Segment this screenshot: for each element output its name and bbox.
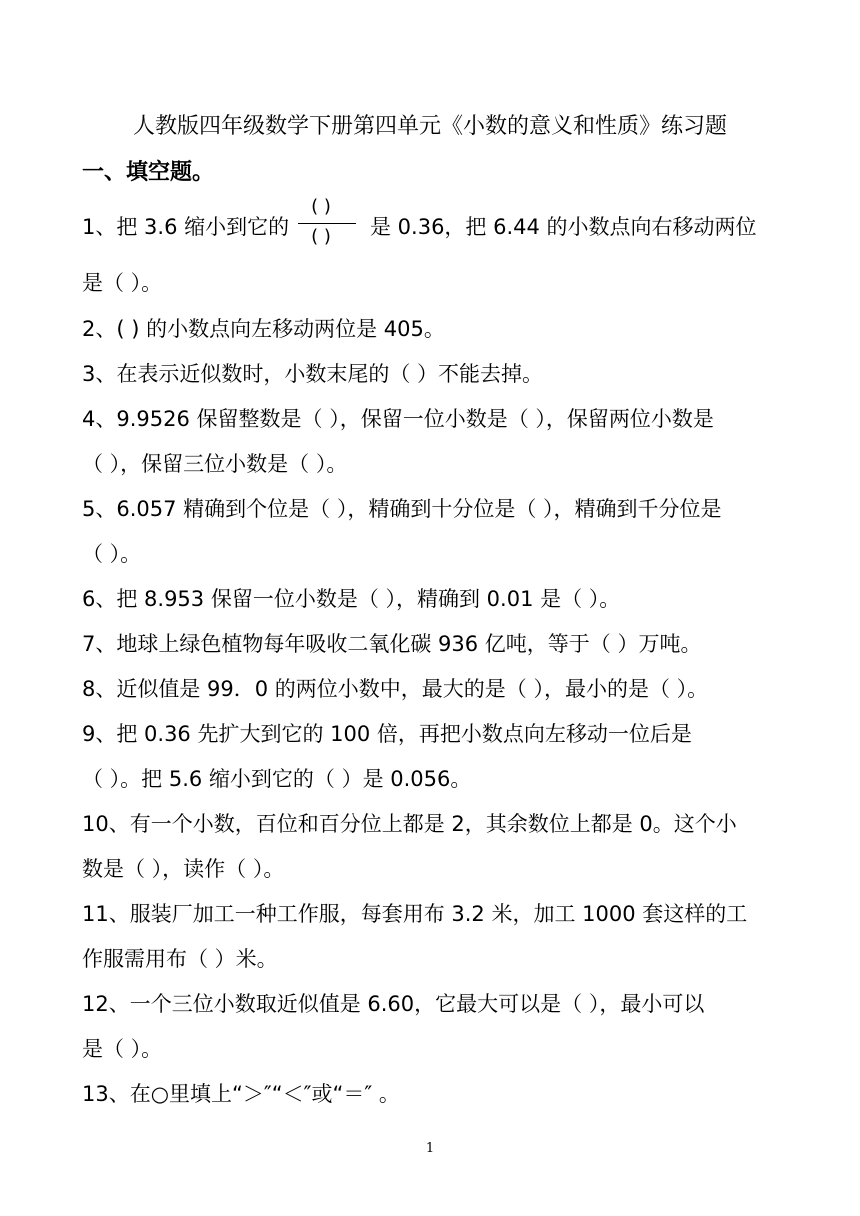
page-title: 人教版四年级数学下册第四单元《小数的意义和性质》练习题 [132, 114, 727, 139]
question-line: 10、有一个小数，百位和百分位上都是 2，其余数位上都是 0。这个小 [82, 812, 737, 836]
question-line: （ ）。把 5.6 缩小到它的（ ）是 0.056。 [82, 767, 472, 791]
question-line: 5、6.057 精确到个位是（ ），精确到十分位是（ ），精确到千分位是 [82, 497, 722, 521]
fraction-denominator: ( ) [311, 226, 331, 247]
question-line: 4、9.9526 保留整数是（ ），保留一位小数是（ ），保留两位小数是 [82, 407, 714, 431]
question-1-before: 1、把 3.6 缩小到它的 [82, 215, 290, 239]
question-1-line-1 [82, 212, 289, 242]
fraction-numerator: ( ) [311, 196, 331, 217]
page-number: 1 [425, 1141, 435, 1156]
question-line: 13、在○里填上“＞″“＜″或“＝″ 。 [82, 1082, 400, 1106]
question-line: 7、地球上绿色植物每年吸收二氧化碳 936 亿吨，等于（ ）万吨。 [82, 632, 702, 656]
question-line: 8、近似值是 99．0 的两位小数中，最大的是（ ），最小的是（ ）。 [82, 677, 709, 701]
question-line: 9、把 0.36 先扩大到它的 100 倍，再把小数点向左移动一位后是 [82, 722, 692, 746]
fraction-blank [298, 196, 358, 252]
question-1-line-2: 是（ ）。 [82, 271, 163, 295]
question-line: 作服需用布（ ）米。 [82, 947, 278, 971]
question-line: 3、在表示近似数时，小数末尾的（ ）不能去掉。 [82, 362, 544, 386]
question-1-after: 是 0.36，把 6.44 的小数点向右移动两位 [370, 215, 757, 239]
question-line: 6、把 8.953 保留一位小数是（ ），精确到 0.01 是（ ）。 [82, 587, 621, 611]
fraction-bar [298, 223, 356, 224]
question-line: 11、服装厂加工一种工作服，每套用布 3.2 米，加工 1000 套这样的工 [82, 902, 748, 926]
question-line: （ ），保留三位小数是（ ）。 [82, 452, 348, 476]
section-heading: 一、填空题。 [82, 160, 215, 185]
question-line: 是（ ）。 [82, 1037, 163, 1061]
question-line: （ ）。 [82, 542, 142, 566]
question-line: 数是（ ），读作（ ）。 [82, 857, 285, 881]
question-line: 2、( ) 的小数点向左移动两位是 405。 [82, 317, 445, 341]
question-line: 12、一个三位小数取近似值是 6.60，它最大可以是（ ），最小可以 [82, 992, 705, 1016]
